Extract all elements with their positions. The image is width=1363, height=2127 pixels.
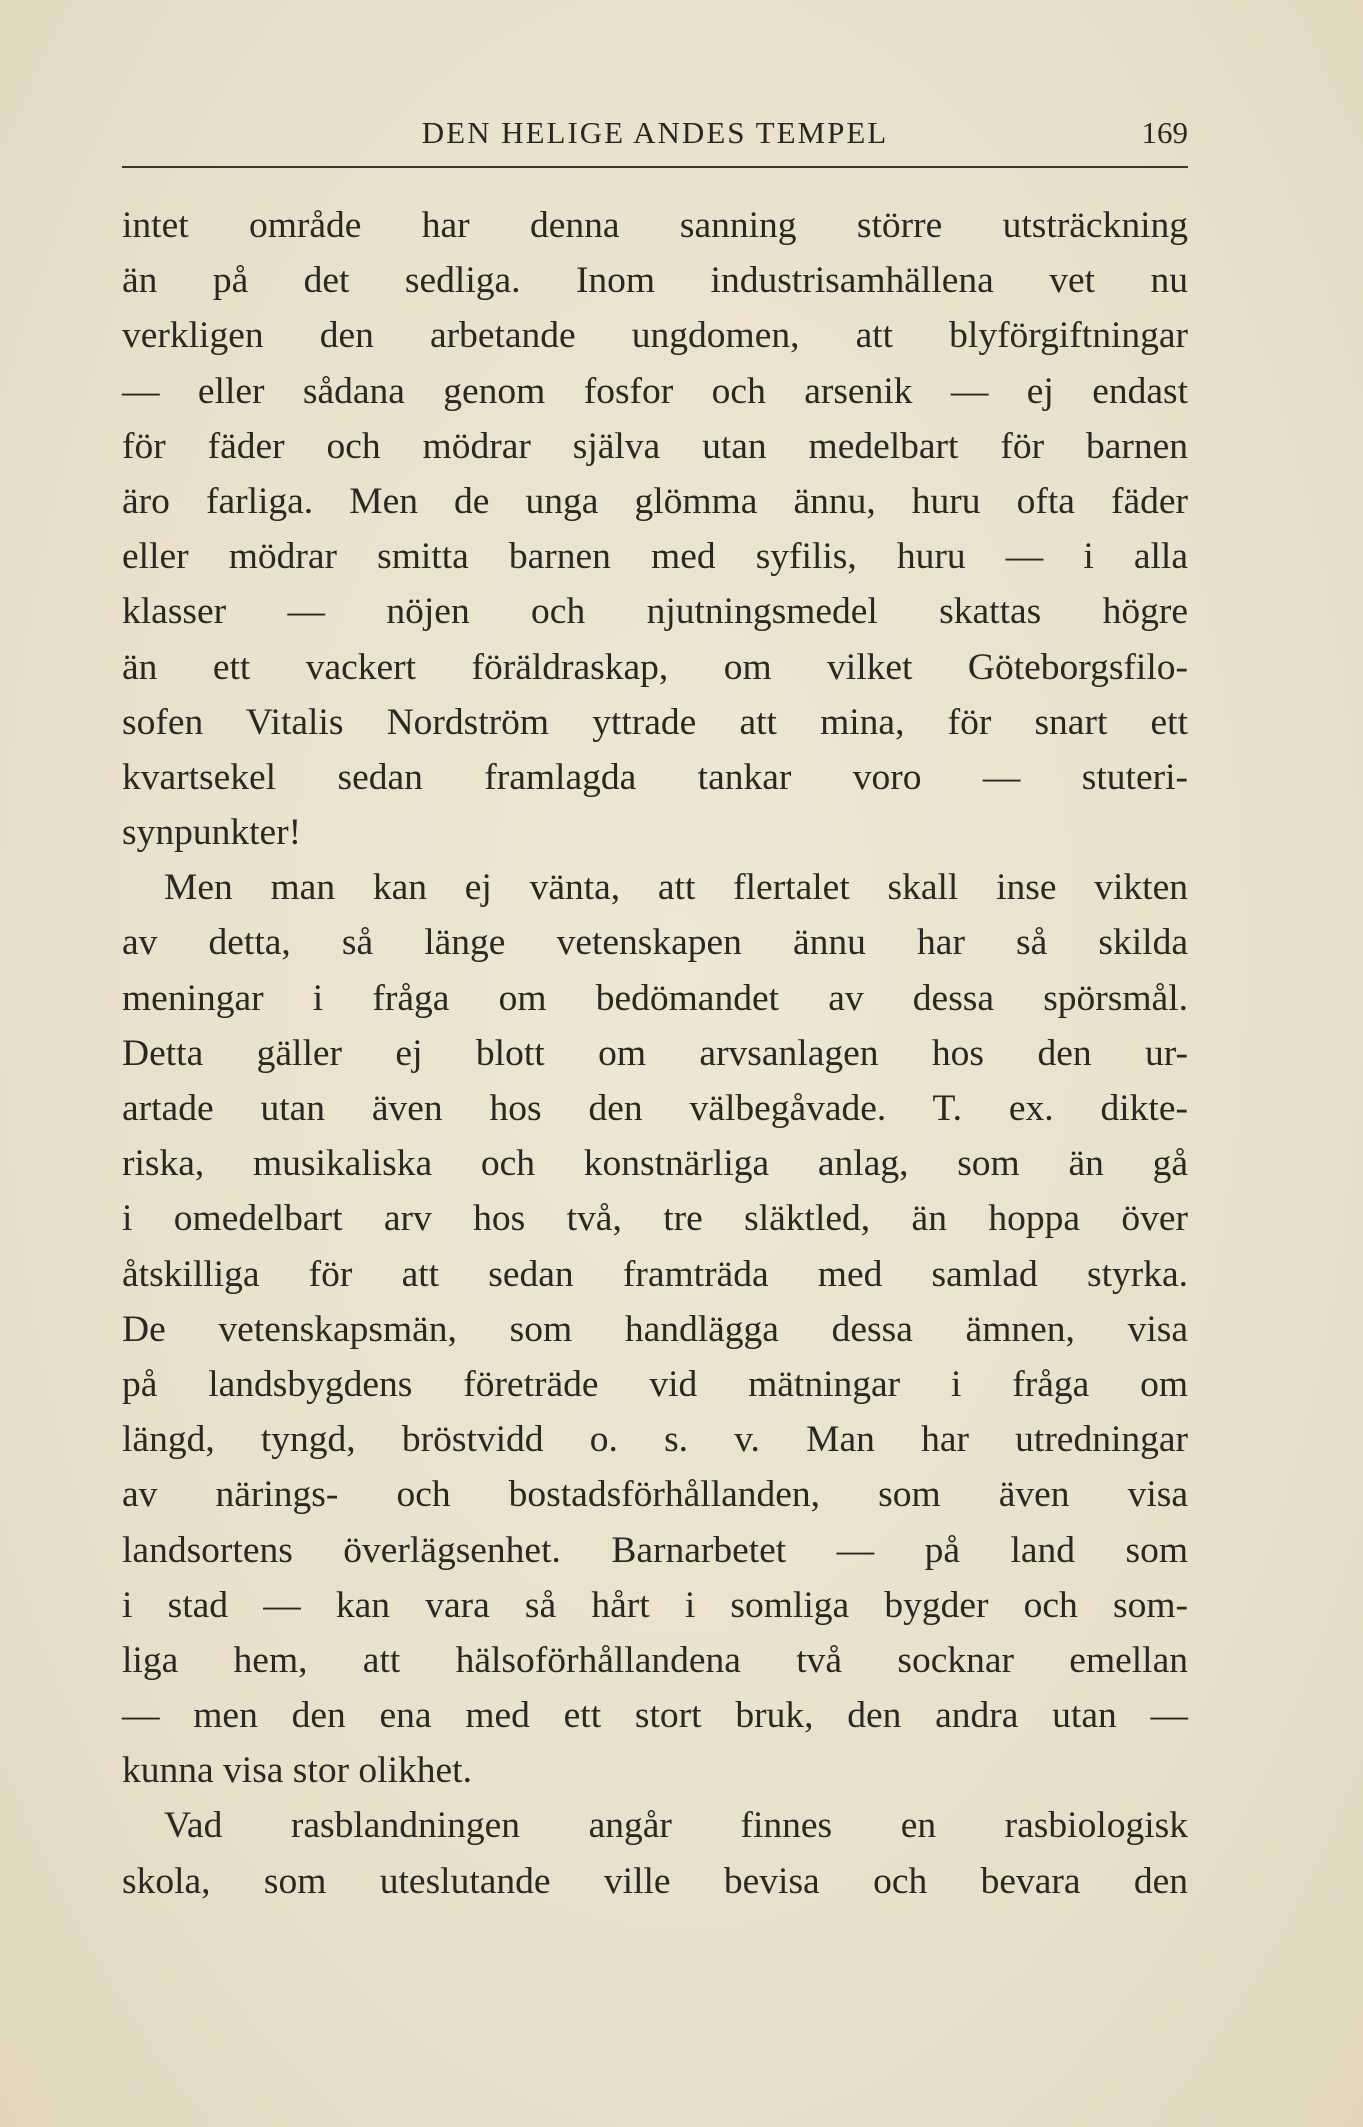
text-line: av detta, så länge vetenskapen ännu har så skilda	[122, 922, 1188, 964]
text-line: — men den ena med ett stort bruk, den andra utan —	[122, 1695, 1188, 1737]
text-line: verkligen den arbetande ungdomen, att blyförgiftningar	[122, 315, 1188, 357]
text-line: artade utan även hos den välbegåvade. T. ex. dikte-	[122, 1088, 1188, 1129]
running-title: DEN HELIGE ANDES TEMPEL	[421, 115, 889, 150]
text-line: klasser — nöjen och njutningsmedel skattas högre	[122, 591, 1188, 633]
text-line: på landsbygdens företräde vid mätningar i fråga om	[122, 1363, 1188, 1405]
text-line: intet område har denna sanning större utsträckning	[122, 205, 1188, 246]
text-line: liga hem, att hälsoförhållandena två socknar emellan	[122, 1639, 1188, 1681]
text-line: — eller sådana genom fosfor och arsenik — ej endast	[122, 370, 1188, 412]
text-line: landsortens överlägsenhet. Barnarbetet — på land som	[122, 1529, 1188, 1571]
text-line: riska, musikaliska och konstnärliga anlag, som än gå	[122, 1143, 1188, 1185]
text-line: längd, tyngd, bröstvidd o. s. v. Man har utredningar	[122, 1419, 1188, 1461]
text-line: äro farliga. Men de unga glömma ännu, huru ofta fäder	[122, 480, 1188, 522]
text-line: kunna visa stor olikhet.	[122, 1750, 472, 1792]
text-line: Vad rasblandningen angår finnes en rasbiologisk	[164, 1805, 1188, 1847]
text-line: eller mödrar smitta barnen med syfilis, huru — i alla	[122, 536, 1188, 578]
text-line: kvartsekel sedan framlagda tankar voro — stuteri-	[122, 756, 1188, 798]
text-line: Detta gäller ej blott om arvsanlagen hos den ur-	[122, 1032, 1188, 1074]
text-line: av närings- och bostadsförhållanden, som även visa	[122, 1474, 1188, 1516]
text-line: synpunkter!	[122, 812, 302, 854]
text-line: för fäder och mödrar själva utan medelbart för barnen	[122, 425, 1188, 467]
page-header	[122, 108, 1188, 158]
text-line: åtskilliga för att sedan framträda med samlad styrka.	[122, 1253, 1188, 1295]
body-text	[122, 198, 1188, 1909]
text-line: i stad — kan vara så hårt i somliga bygder och som-	[122, 1584, 1188, 1626]
page-number: 169	[1141, 115, 1188, 150]
text-line: sofen Vitalis Nordström yttrade att mina, för snart ett	[122, 701, 1188, 743]
text-line: meningar i fråga om bedömandet av dessa spörsmål.	[122, 977, 1188, 1019]
text-line: skola, som uteslutande ville bevisa och bevara den	[122, 1860, 1188, 1902]
text-line: än ett vackert föräldraskap, om vilket Göteborgsfilo-	[122, 646, 1188, 688]
text-line: De vetenskapsmän, som handlägga dessa ämnen, visa	[122, 1308, 1188, 1350]
text-line: Men man kan ej vänta, att flertalet skall inse vikten	[164, 867, 1188, 909]
header-rule	[122, 166, 1188, 168]
text-line: än på det sedliga. Inom industrisamhällena vet nu	[122, 260, 1188, 302]
text-line: i omedelbart arv hos två, tre släktled, än hoppa över	[122, 1198, 1188, 1240]
